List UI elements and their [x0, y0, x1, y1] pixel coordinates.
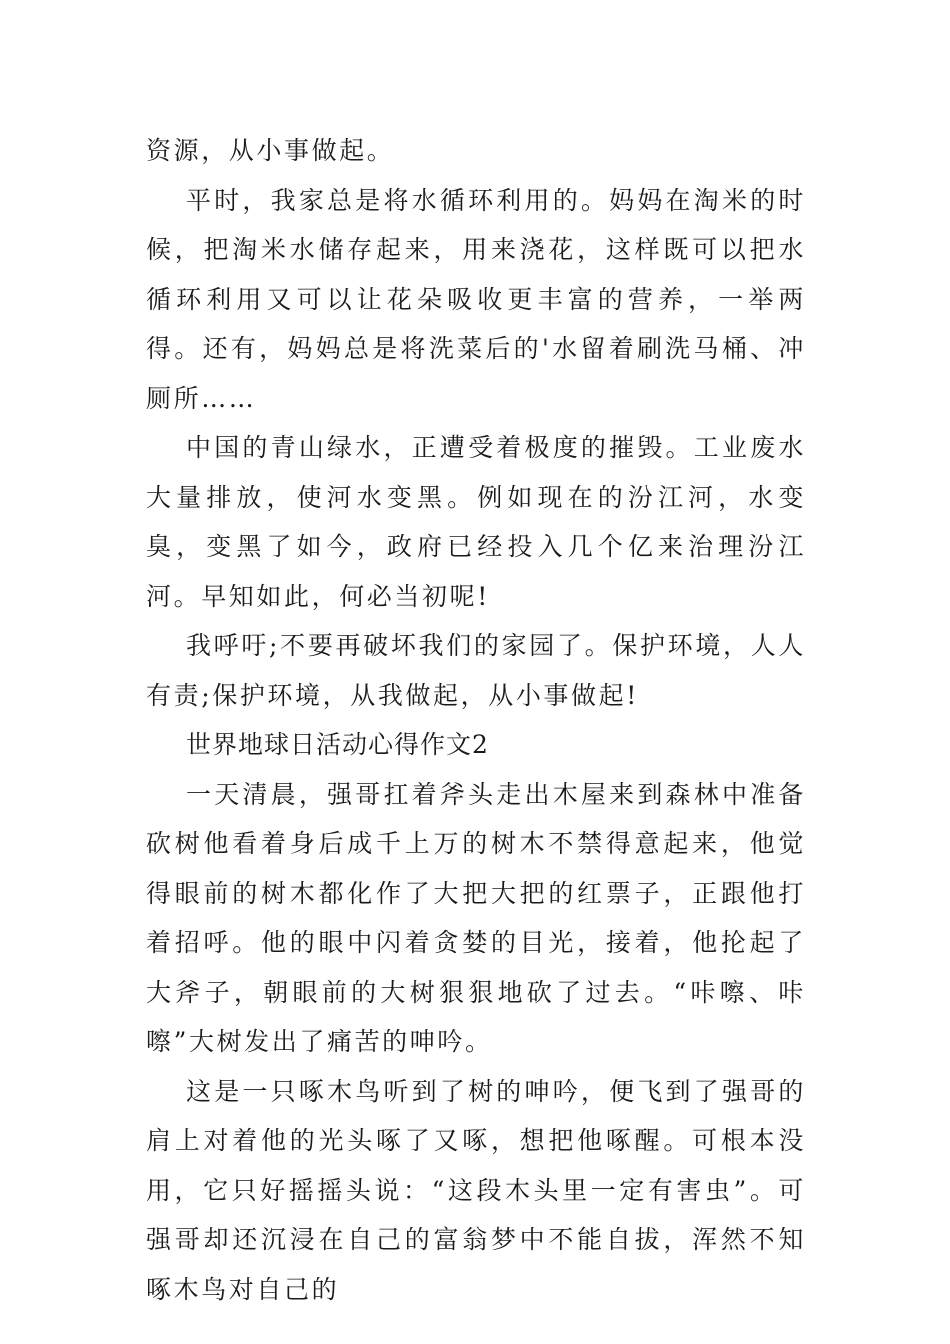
document-body [146, 126, 806, 1314]
paragraph-2: 平时，我家总是将水循环利用的。妈妈在淘米的时候，把淘米水储存起来，用来浇花，这样既可以把水循环利用又可以让花朵吸收更丰富的营养，一举两得。还有，妈妈总是将洗菜后的'水留着刷洗马桶、冲厕所…… [146, 185, 806, 413]
paragraph-3: 中国的青山绿水，正遭受着极度的摧毁。工业废水大量排放，使河水变黑。例如现在的汾江河，水变臭，变黑了如今，政府已经投入几个亿来治理汾江河。早知如此，何必当初呢! [146, 433, 806, 611]
paragraph-1: 资源，从小事做起。 [146, 136, 395, 165]
paragraph-4: 我呼吁;不要再破坏我们的家园了。保护环境，人人有责;保护环境，从我做起，从小事做起! [146, 631, 806, 710]
section-heading: 世界地球日活动心得作文2 [186, 730, 489, 759]
paragraph-5: 一天清晨，强哥扛着斧头走出木屋来到森林中准备砍树他看着身后成千上万的树木不禁得意起来，他觉得眼前的树木都化作了大把大把的红票子，正跟他打着招呼。他的眼中闪着贪婪的目光，接着，他抡起了大斧子，朝眼前的大树狠狠地砍了过去。“咔嚓、咔嚓”大树发出了痛苦的呻吟。 [146, 779, 806, 1056]
paragraph-6: 这是一只啄木鸟听到了树的呻吟，便飞到了强哥的肩上对着他的光头啄了又啄，想把他啄醒。可根本没用，它只好摇摇头说：“这段木头里一定有害虫”。可强哥却还沉浸在自己的富翁梦中不能自拔，浑然不知啄木鸟对自己的 [146, 1076, 806, 1304]
